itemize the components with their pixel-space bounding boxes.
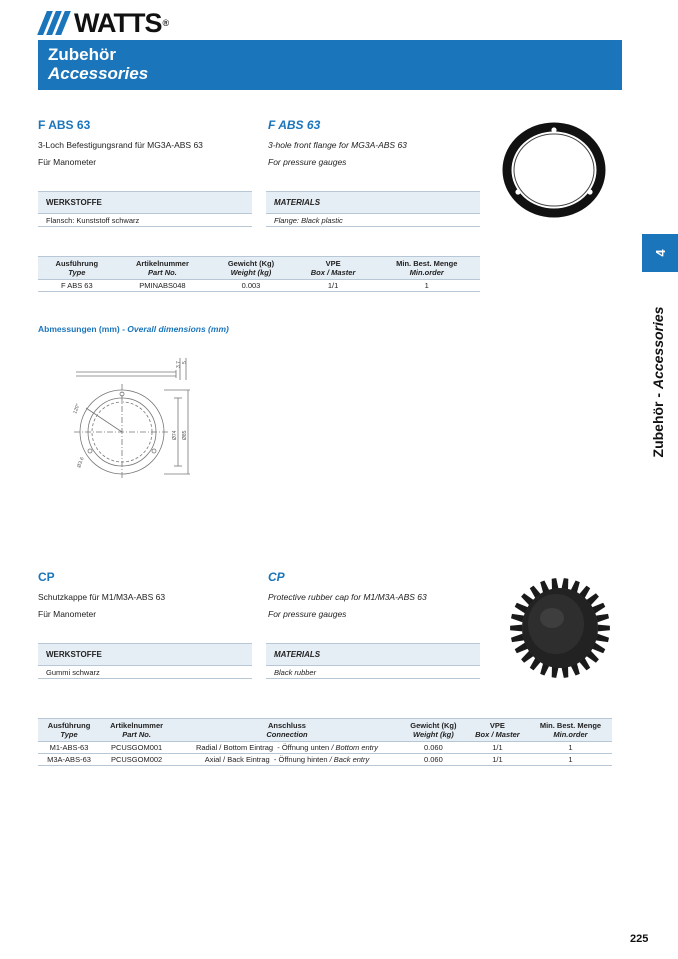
dim-angle: 120° bbox=[72, 402, 82, 415]
cell-type: M1-ABS-63 bbox=[38, 742, 100, 754]
product1-code-de: F ABS 63 bbox=[38, 118, 91, 132]
cell-vpe: 1/1 bbox=[293, 280, 374, 292]
product2-code-en: CP bbox=[268, 570, 285, 584]
materials-header: MATERIALS bbox=[266, 643, 480, 665]
dim-outer-diameter: Ø85 bbox=[182, 430, 188, 440]
cell-connection: Radial / Bottom Eintrag - Öffnung unten / Bottom entry bbox=[173, 742, 401, 754]
product1-desc-en-2: For pressure gauges bbox=[268, 157, 347, 167]
product2-code-de: CP bbox=[38, 570, 55, 584]
col-weight: Gewicht (Kg) Weight (kg) bbox=[209, 257, 292, 280]
materials-value: Black rubber bbox=[266, 665, 480, 679]
section-title-en: Accessories bbox=[48, 64, 149, 83]
cap-rib bbox=[511, 634, 524, 642]
product2-materials-de bbox=[38, 643, 252, 679]
cap-rib bbox=[596, 614, 609, 622]
dimensions-title: Abmessungen (mm) - Overall dimensions (mm) bbox=[38, 324, 229, 334]
cell-weight: 0.060 bbox=[401, 742, 466, 754]
flange-technical-drawing bbox=[66, 348, 206, 478]
side-label-en: Accessories bbox=[650, 306, 666, 390]
col-min-order: Min. Best. Menge Min.order bbox=[529, 719, 612, 742]
materials-value: Flange: Black plastic bbox=[266, 213, 480, 227]
section-header bbox=[38, 40, 622, 90]
product1-desc-en-1: 3-hole front flange for MG3A-ABS 63 bbox=[268, 140, 407, 150]
chapter-tab[interactable] bbox=[642, 234, 678, 272]
brand-name: WATTS bbox=[74, 8, 162, 38]
col-part: Artikelnummer Part No. bbox=[116, 257, 210, 280]
cell-weight: 0.060 bbox=[401, 754, 466, 766]
chapter-side-label bbox=[650, 282, 670, 482]
col-weight: Gewicht (Kg) Weight (kg) bbox=[401, 719, 466, 742]
product1-materials-en bbox=[266, 191, 480, 227]
product2-desc-en-2: For pressure gauges bbox=[268, 609, 347, 619]
materials-value: Flansch: Kunststoff schwarz bbox=[38, 213, 252, 227]
product1-materials-de bbox=[38, 191, 252, 227]
page-number: 225 bbox=[630, 933, 649, 945]
col-vpe: VPE Box / Master bbox=[293, 257, 374, 280]
product1-desc-de-2: Für Manometer bbox=[38, 157, 97, 167]
watts-logo bbox=[38, 10, 169, 36]
product1-spec-table bbox=[38, 256, 480, 292]
cap-rib bbox=[596, 634, 609, 642]
product2-desc-de-2: Für Manometer bbox=[38, 609, 97, 619]
table-row bbox=[38, 754, 612, 766]
product2-materials-en bbox=[266, 643, 480, 679]
dim-inner-diameter: Ø74 bbox=[172, 430, 178, 440]
registered-mark: ® bbox=[162, 18, 170, 28]
col-part: Artikelnummer Part No. bbox=[100, 719, 173, 742]
materials-header: WERKSTOFFE bbox=[38, 643, 252, 665]
cell-part: PCUSGOM002 bbox=[100, 754, 173, 766]
product2-desc-en-1: Protective rubber cap for M1/M3A-ABS 63 bbox=[268, 592, 427, 602]
table-row bbox=[38, 280, 480, 292]
cell-part: PMINABS048 bbox=[116, 280, 210, 292]
watts-logo-mark-icon bbox=[38, 11, 72, 35]
product1-code-en: F ABS 63 bbox=[268, 118, 321, 132]
dim-hole-diameter: Ø3.6 bbox=[76, 456, 86, 469]
col-min-order: Min. Best. Menge Min.order bbox=[374, 257, 481, 280]
side-label-sep: - bbox=[650, 389, 666, 402]
product1-desc-de-1: 3-Loch Befestigungsrand für MG3A-ABS 63 bbox=[38, 140, 203, 150]
chapter-number: 4 bbox=[652, 249, 668, 257]
col-type: Ausführung Type bbox=[38, 257, 116, 280]
table-header-row bbox=[38, 719, 612, 742]
col-vpe: VPE Box / Master bbox=[466, 719, 529, 742]
cell-vpe: 1/1 bbox=[466, 754, 529, 766]
product2-desc-de-1: Schutzkappe für M1/M3A-ABS 63 bbox=[38, 592, 166, 602]
cell-connection: Axial / Back Eintrag - Öffnung hinten / Back entry bbox=[173, 754, 401, 766]
cell-part: PCUSGOM001 bbox=[100, 742, 173, 754]
dim-thickness-1: 3.7 bbox=[176, 361, 182, 368]
table-row bbox=[38, 742, 612, 754]
cap-rib bbox=[510, 625, 522, 632]
cell-min-order: 1 bbox=[529, 742, 612, 754]
dim-thickness-2: 5 bbox=[182, 361, 188, 364]
cell-vpe: 1/1 bbox=[466, 742, 529, 754]
materials-value: Gummi schwarz bbox=[38, 665, 252, 679]
table-header-row bbox=[38, 257, 480, 280]
rubber-cap-product-image bbox=[506, 574, 612, 680]
cell-min-order: 1 bbox=[374, 280, 481, 292]
section-title-de: Zubehör bbox=[48, 45, 116, 64]
cell-min-order: 1 bbox=[529, 754, 612, 766]
col-connection: Anschluss Connection bbox=[173, 719, 401, 742]
cell-type: M3A-ABS-63 bbox=[38, 754, 100, 766]
col-type: Ausführung Type bbox=[38, 719, 100, 742]
product2-spec-table bbox=[38, 718, 612, 766]
materials-header: WERKSTOFFE bbox=[38, 191, 252, 213]
cap-rib bbox=[598, 625, 610, 632]
materials-header: MATERIALS bbox=[266, 191, 480, 213]
cell-type: F ABS 63 bbox=[38, 280, 116, 292]
side-label-de: Zubehör bbox=[650, 401, 666, 458]
cell-weight: 0.003 bbox=[209, 280, 292, 292]
flange-product-image bbox=[498, 120, 614, 220]
cap-rib bbox=[511, 614, 524, 622]
